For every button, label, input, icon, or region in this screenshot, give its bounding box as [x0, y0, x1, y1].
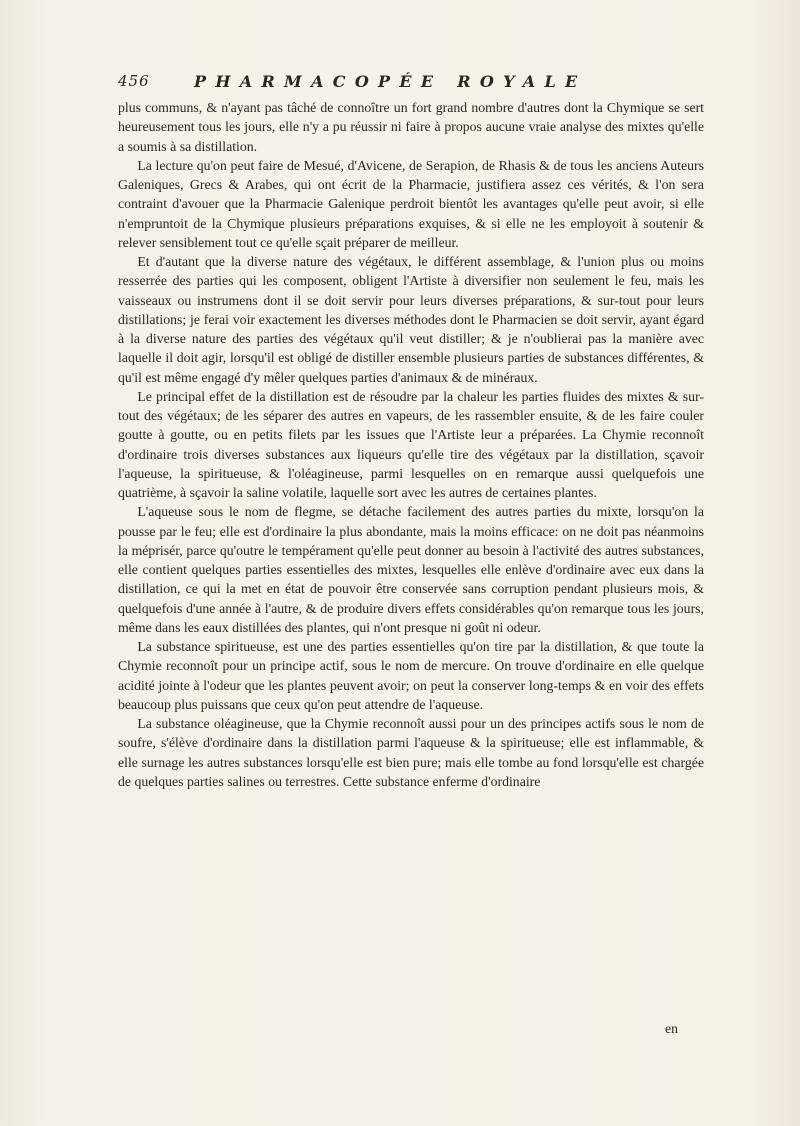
paragraph-5: L'aqueuse sous le nom de flegme, se détache facilement des autres parties du mixte, lorsqu'on la pousse par le feu; elle est d'ordinaire la plus abondante, mais la moins efficace: on ne doit pas néanmoins la méprisér, parce qu'outre le tempérament qu'elle peut donner au besoin à l'activité des autres substances, elle contient quelques parties essentielles des mixtes, lesquelles elle enlève d'ordinaire avec eux dans la distillation, ce qui la met en état de pouvoir être conservée sans corruption pendant plusieurs mois, & quelquefois d'une année à l'autre, & de produire divers effets considérables qu'on remarque tous les jours, même dans les eaux distillées des plantes, qui n'ont presque ni goût ni odeur. [118, 504, 704, 635]
paragraph-1: plus communs, & n'ayant pas tâché de connoître un fort grand nombre d'autres dont la Chymique se sert heureusement tous les jours, elle n'y a pu réussir ni faire à propos aucune vraie analyse des mixtes qu'elle a soumis à sa distillation. [118, 100, 704, 154]
catchword: en [665, 1021, 679, 1036]
paragraph-2: La lecture qu'on peut faire de Mesué, d'Avicene, de Serapion, de Rhasis & de tous les anciens Auteurs Galeniques, Grecs & Arabes, qui ont écrit de la Pharmacie, justifiera assez ces vérités, & l'on sera contraint d'avouer que la Pharmacie Galenique perdroit bientôt les avantages qu'elle peut avoir, si elle n'empruntoit de la Chymique plusieurs préparations exquises, & si elle ne les employoit à soutenir & relever sensiblement tout ce qu'elle sçait préparer de meilleur. [118, 157, 704, 250]
paragraph-6: La substance spiritueuse, est une des parties essentielles qu'on tire par la distillation, & que toute la Chymie reconnoît pour un principe actif, sous le nom de mercure. On trouve d'ordinaire en elle quelque acidité jointe à l'odeur que les plantes peuvent avoir; on peut la conserver long-temps & en voir des effets beaucoup plus puissans que ceux qu'on peut attendre de l'aqueuse. [118, 639, 704, 712]
paragraph-4: Le principal effet de la distillation est de résoudre par la chaleur les parties fluides des mixtes & sur-tout des végétaux; de les séparer des autres en vapeurs, de les rassembler ensuite, & de les faire couler goutte à goutte, ou en petits filets par les issues que l'Artiste leur a préparées. La Chymie reconnoît d'ordinaire trois diverses substances aux liqueurs qu'elle tire des végétaux par la distillation, sçavoir l'aqueuse, la spiritueuse, & l'oléagineuse, parmi lesquelles on en remarque aussi quelquefois une quatrième, à sçavoir la saline volatile, laquelle sort avec les autres de certaines plantes. [118, 388, 704, 500]
paragraph-3: Et d'autant que la diverse nature des végétaux, le différent assemblage, & l'union plus ou moins resserrée des parties qui les composent, obligent l'Artiste à diversifier non seulement le feu, mais les vaisseaux ou instrumens dont il se doit servir pour leurs diverses préparations, & sur-tout pour leurs distillations; je ferai voir exactement les diverses méthodes dont le Pharmacien se doit servir, ayant égard à la diverse nature des parties des végétaux qu'il veut distiller; & je n'oublierai pas la manière avec laquelle il doit agir, lorsqu'il est obligé de distiller ensemble plusieurs parties de substances différentes, & qu'il est même engagé d'y mêler quelques parties d'animaux & de minéraux. [118, 254, 704, 385]
running-title: PHARMACOPÉE ROYALE [194, 72, 587, 91]
body-text [118, 98, 704, 791]
paragraph-7: La substance oléagineuse, que la Chymie reconnoît aussi pour un des principes actifs sous le nom de soufre, s'élève d'ordinaire dans la distillation parmi l'aqueuse & la spiritueuse; elle est inflammable, & elle surnage les autres substances lorsqu'elle est bien pure; mais elle tombe au fond lorsqu'elle est chargée de quelques parties salines ou terrestres. Cette substance enferme d'ordinaire [118, 716, 704, 789]
page-header [118, 72, 700, 94]
page-number: 456 [118, 72, 150, 90]
